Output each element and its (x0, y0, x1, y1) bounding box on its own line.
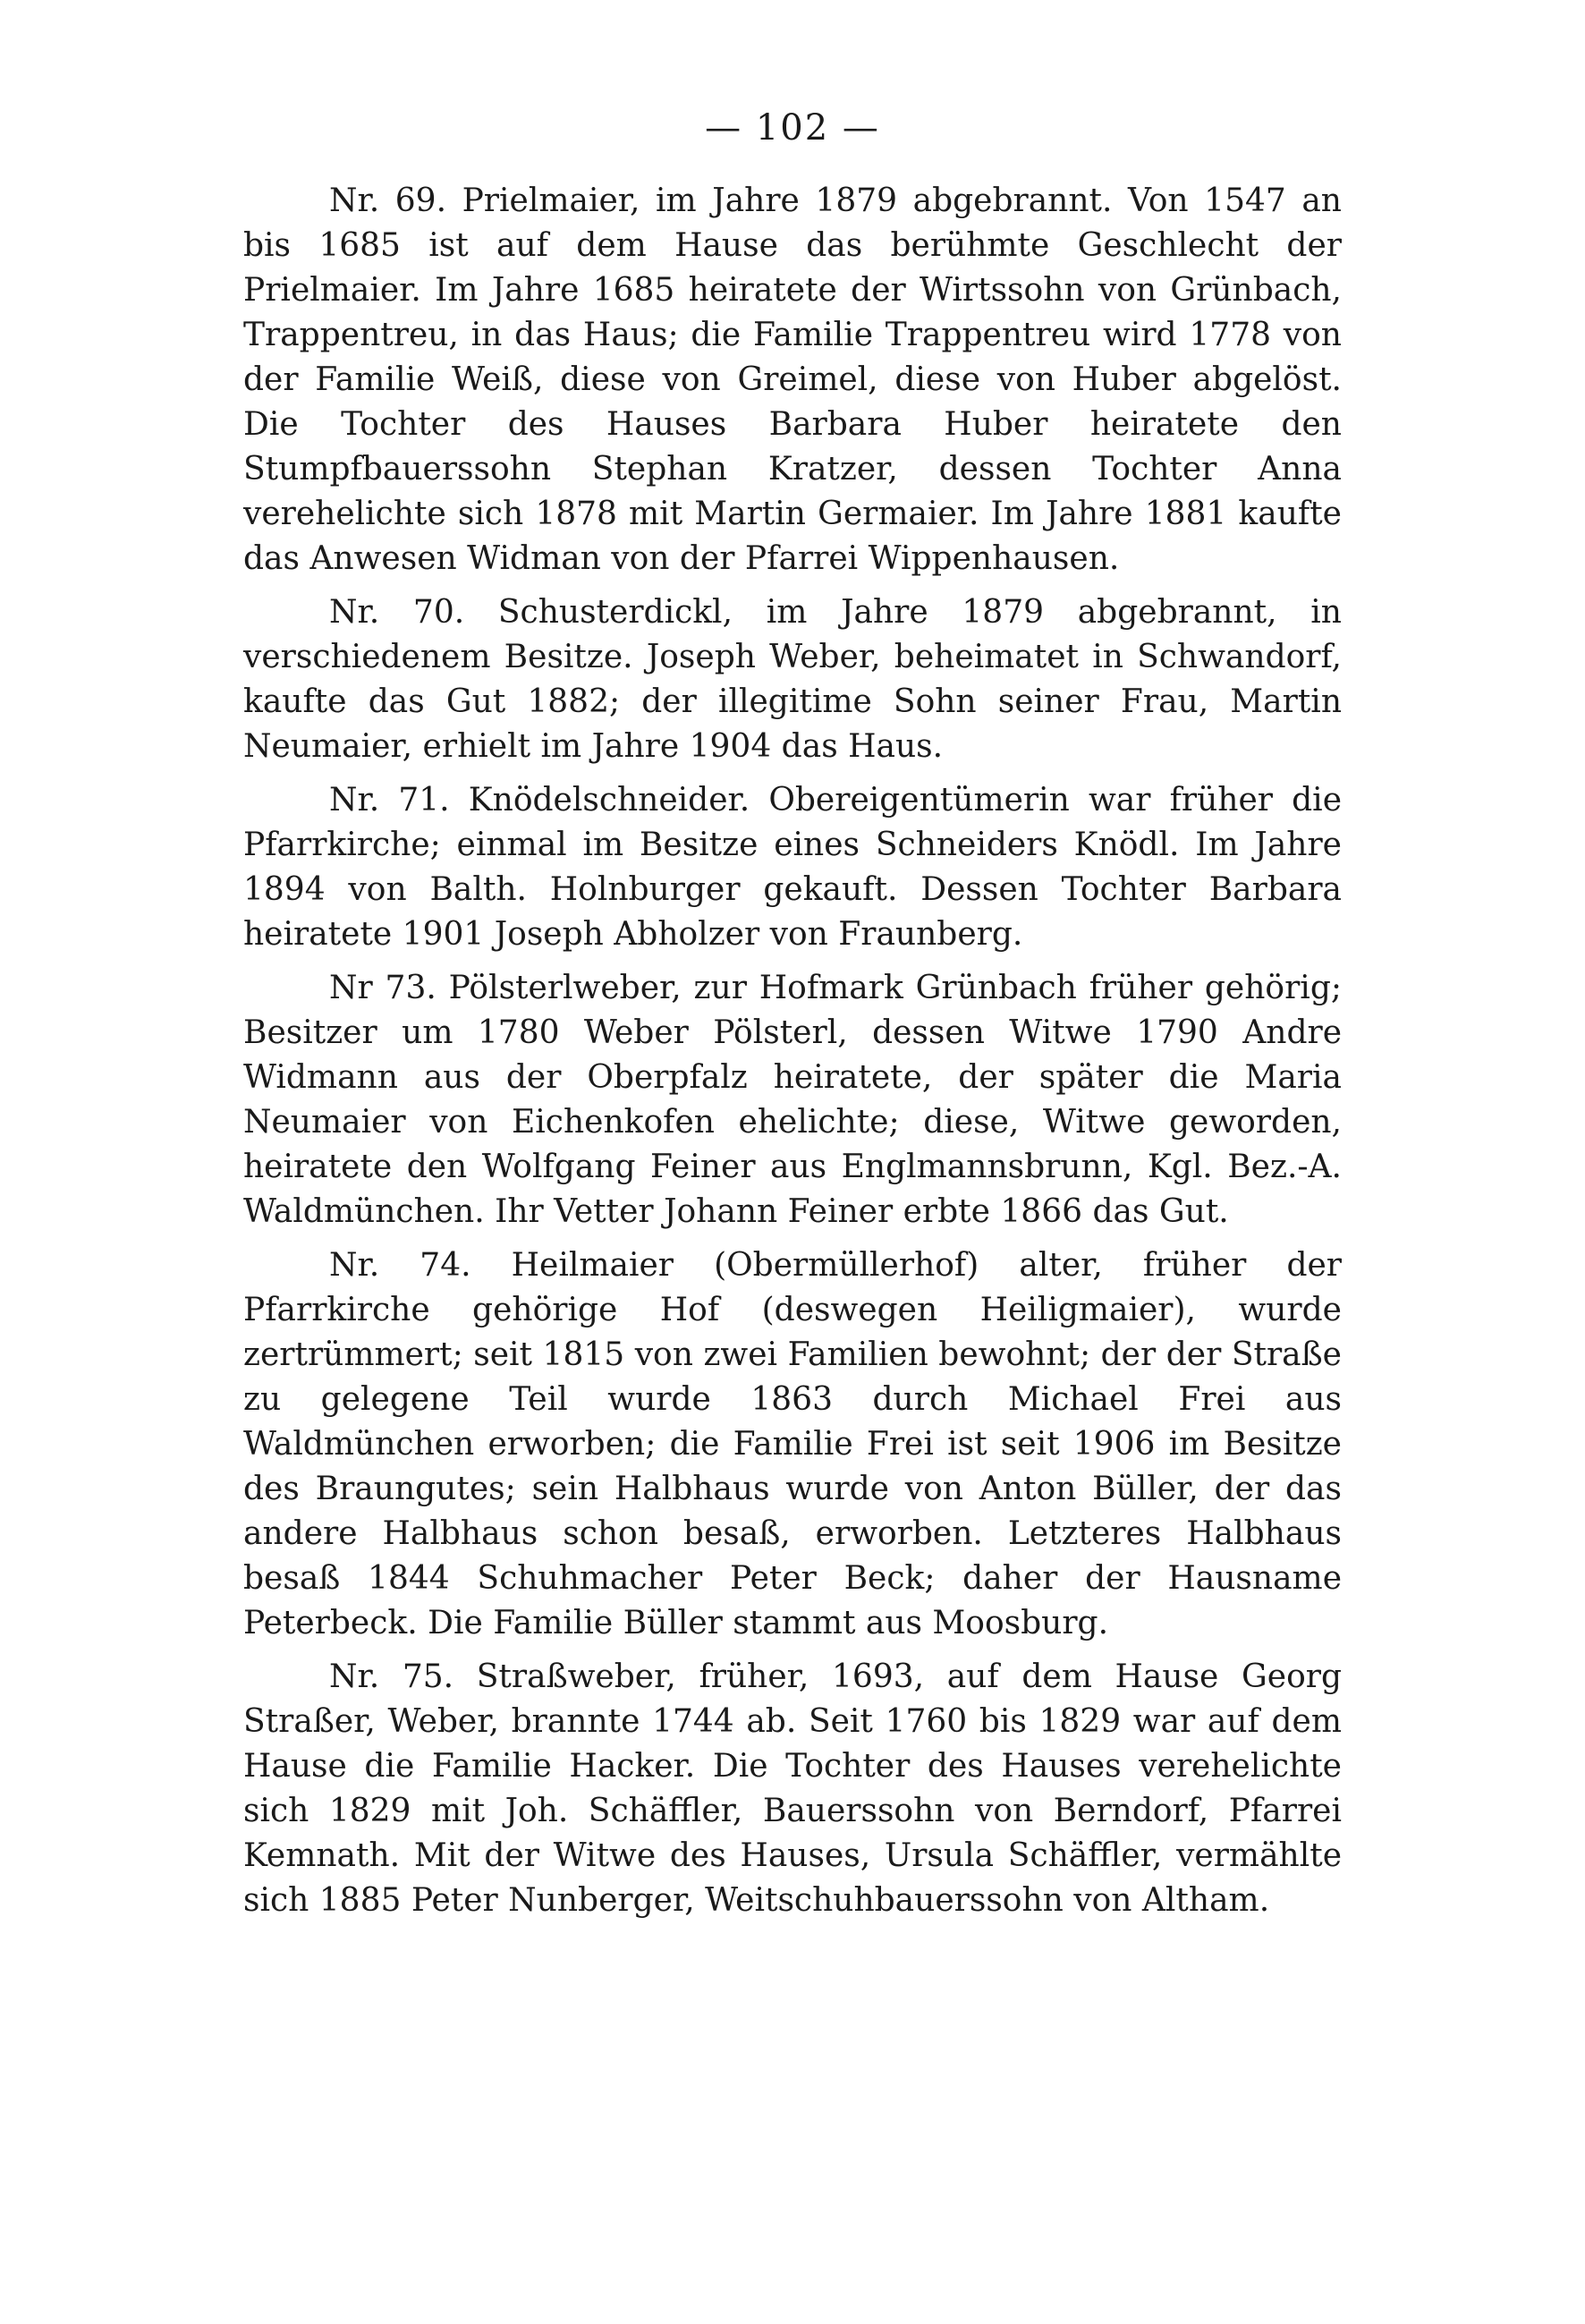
entry-nr-73: Nr 73. Pölsterlweber, zur Hofmark Grünbach früher gehörig; Besitzer um 1780 Weber Pölsterl, dessen Witwe 1790 Andre Widmann aus der Oberpfalz heiratete, der später die Maria Neumaier von Eichenkofen ehelichte; diese, Witwe geworden, heiratete den Wolfgang Feiner aus Englmannsbrunn, Kgl. Bez.-A. Waldmünchen. Ihr Vetter Johann Feiner erbte 1866 das Gut. (243, 970, 1342, 1230)
entry-nr-69: Nr. 69. Prielmaier, im Jahre 1879 abgebrannt. Von 1547 an bis 1685 ist auf dem Hause das berühmte Geschlecht der Prielmaier. Im Jahre 1685 heiratete der Wirtssohn von Grünbach, Trappentreu, in das Haus; die Familie Trappentreu wird 1778 von der Familie Weiß, diese von Greimel, diese von Huber abgelöst. Die Tochter des Hauses Barbara Huber heiratete den Stumpfbauerssohn Stephan Kratzer, dessen Tochter Anna verehelichte sich 1878 mit Martin Germaier. Im Jahre 1881 kaufte das Anwesen Widman von der Pfarrei Wippenhausen. (243, 182, 1342, 577)
document-body (243, 179, 1342, 1932)
entry-nr-70: Nr. 70. Schusterdickl, im Jahre 1879 abgebrannt, in verschiedenem Besitze. Joseph Weber, beheimatet in Schwandorf, kaufte das Gut 1882; der illegitime Sohn seiner Frau, Martin Neumaier, erhielt im Jahre 1904 das Haus. (243, 594, 1342, 765)
page-number: — 102 — (705, 107, 880, 148)
entry-nr-71: Nr. 71. Knödelschneider. Obereigentümerin war früher die Pfarrkirche; einmal im Besitze eines Schneiders Knödl. Im Jahre 1894 von Balth. Holnburger gekauft. Dessen Tochter Barbara heiratete 1901 Joseph Abholzer von Fraunberg. (243, 782, 1342, 953)
entry-nr-74: Nr. 74. Heilmaier (Obermüllerhof) alter, früher der Pfarrkirche gehörige Hof (deswegen Heiligmaier), wurde zertrümmert; seit 1815 von zwei Familien bewohnt; der der Straße zu gelegene Teil wurde 1863 durch Michael Frei aus Waldmünchen erworben; die Familie Frei ist seit 1906 im Besitze des Braungutes; sein Halbhaus wurde von Anton Büller, der das andere Halbhaus schon besaß, erworben. Letzteres Halbhaus besaß 1844 Schuhmacher Peter Beck; daher der Hausname Peterbeck. Die Familie Büller stammt aus Moosburg. (243, 1247, 1342, 1641)
entry-nr-75: Nr. 75. Straßweber, früher, 1693, auf dem Hause Georg Straßer, Weber, brannte 1744 ab. Seit 1760 bis 1829 war auf dem Hause die Familie Hacker. Die Tochter des Hauses verehelichte sich 1829 mit Joh. Schäffler, Bauerssohn von Berndorf, Pfarrei Kemnath. Mit der Witwe des Hauses, Ursula Schäffler, vermählte sich 1885 Peter Nunberger, Weitschuhbauerssohn von Altham. (243, 1658, 1342, 1919)
